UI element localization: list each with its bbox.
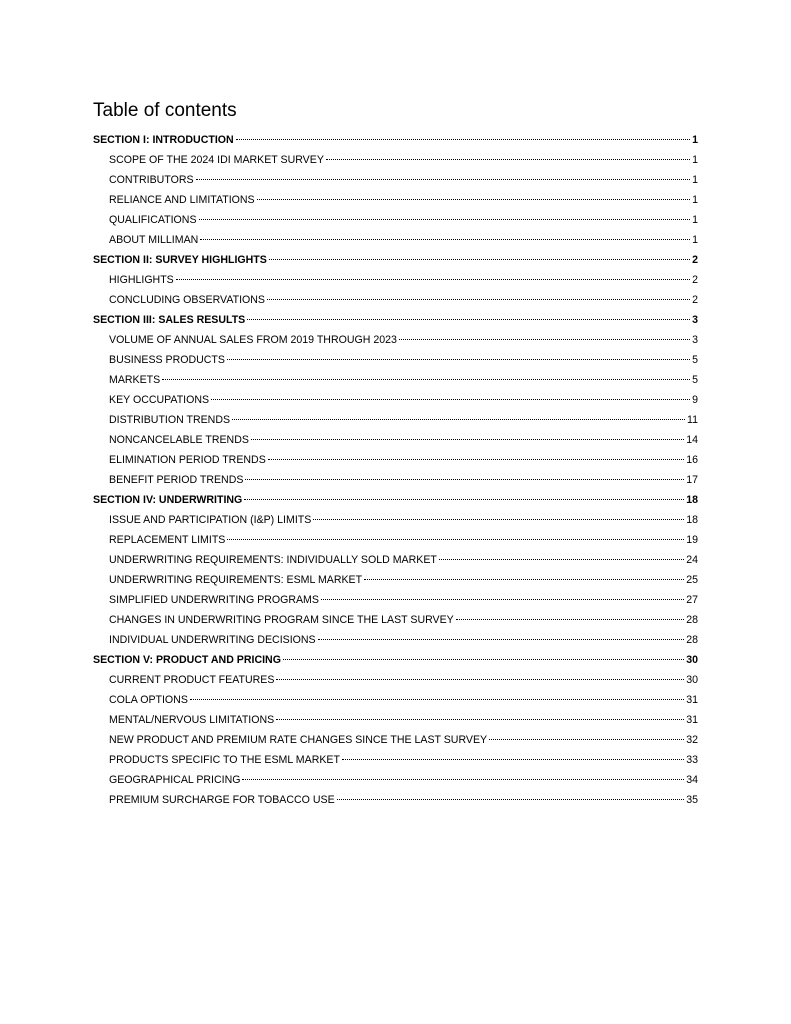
toc-entry-label: INDIVIDUAL UNDERWRITING DECISIONS bbox=[109, 634, 316, 646]
toc-section-label: SECTION III: SALES RESULTS bbox=[93, 314, 246, 326]
toc-entry[interactable] bbox=[93, 550, 698, 570]
toc-entry-label: PREMIUM SURCHARGE FOR TOBACCO USE bbox=[109, 794, 335, 806]
toc-page-number: 2 bbox=[692, 274, 698, 286]
toc-page-number: 19 bbox=[686, 534, 698, 546]
dot-leader bbox=[439, 559, 684, 560]
toc-entry-label: ISSUE AND PARTICIPATION (I&P) LIMITS bbox=[109, 514, 312, 526]
toc-entry[interactable] bbox=[93, 150, 698, 170]
toc-page-number: 33 bbox=[686, 754, 698, 766]
toc-entry[interactable] bbox=[93, 230, 698, 250]
toc-page-number: 11 bbox=[687, 414, 698, 426]
dot-leader bbox=[318, 639, 685, 640]
toc-entry-label: NEW PRODUCT AND PREMIUM RATE CHANGES SINCE THE LAST SURVEY bbox=[109, 734, 488, 746]
toc-entry-label: KEY OCCUPATIONS bbox=[109, 394, 210, 406]
toc-entry[interactable] bbox=[93, 770, 698, 790]
toc-entry-label: MENTAL/NERVOUS LIMITATIONS bbox=[109, 714, 275, 726]
toc-section-heading[interactable] bbox=[93, 650, 698, 670]
toc-page-number: 1 bbox=[692, 194, 698, 206]
toc-page-number: 31 bbox=[686, 714, 698, 726]
toc-section-heading[interactable] bbox=[93, 250, 698, 270]
dot-leader bbox=[211, 399, 690, 400]
toc-page-number: 2 bbox=[692, 254, 698, 266]
toc-entry[interactable] bbox=[93, 430, 698, 450]
toc-entry-label: QUALIFICATIONS bbox=[109, 214, 197, 226]
toc-entry-label: CONCLUDING OBSERVATIONS bbox=[109, 294, 265, 306]
toc-section-heading[interactable] bbox=[93, 310, 698, 330]
toc-title: Table of contents bbox=[93, 100, 237, 121]
toc-section-heading[interactable] bbox=[93, 490, 698, 510]
dot-leader bbox=[232, 419, 685, 420]
toc-entry-label: BENEFIT PERIOD TRENDS bbox=[109, 474, 244, 486]
dot-leader bbox=[268, 459, 684, 460]
toc-page-number: 2 bbox=[692, 294, 698, 306]
dot-leader bbox=[342, 759, 684, 760]
toc-entry-label: DISTRIBUTION TRENDS bbox=[109, 414, 231, 426]
dot-leader bbox=[227, 359, 690, 360]
dot-leader bbox=[456, 619, 684, 620]
toc-section-label: SECTION I: INTRODUCTION bbox=[93, 134, 234, 146]
toc-entry-label: SIMPLIFIED UNDERWRITING PROGRAMS bbox=[109, 594, 319, 606]
toc-entry-label: NONCANCELABLE TRENDS bbox=[109, 434, 249, 446]
dot-leader bbox=[162, 379, 690, 380]
toc-entry[interactable] bbox=[93, 570, 698, 590]
toc-entry-label: VOLUME OF ANNUAL SALES FROM 2019 THROUGH 2023 bbox=[109, 334, 397, 346]
toc-entry[interactable] bbox=[93, 690, 698, 710]
toc-entry-label: HIGHLIGHTS bbox=[109, 274, 174, 286]
toc-page-number: 1 bbox=[692, 174, 698, 186]
toc-page-number: 28 bbox=[686, 614, 698, 626]
dot-leader bbox=[176, 279, 690, 280]
toc-entry-label: REPLACEMENT LIMITS bbox=[109, 534, 226, 546]
dot-leader bbox=[489, 739, 684, 740]
dot-leader bbox=[244, 499, 684, 500]
dot-leader bbox=[267, 299, 690, 300]
toc-page-number: 5 bbox=[692, 354, 698, 366]
toc-entry-label: CHANGES IN UNDERWRITING PROGRAM SINCE THE LAST SURVEY bbox=[109, 614, 454, 626]
toc-page-number: 25 bbox=[686, 574, 698, 586]
toc-entry-label: MARKETS bbox=[109, 374, 161, 386]
toc-page-number: 9 bbox=[692, 394, 698, 406]
toc-entry-label: ELIMINATION PERIOD TRENDS bbox=[109, 454, 266, 466]
toc-page-number: 35 bbox=[686, 794, 698, 806]
toc-entry[interactable] bbox=[93, 710, 698, 730]
toc-page-number: 32 bbox=[686, 734, 698, 746]
dot-leader bbox=[236, 139, 690, 140]
toc-page-number: 1 bbox=[692, 214, 698, 226]
toc-page-number: 24 bbox=[686, 554, 698, 566]
dot-leader bbox=[245, 479, 684, 480]
dot-leader bbox=[196, 179, 691, 180]
toc-section-label: SECTION V: PRODUCT AND PRICING bbox=[93, 654, 281, 666]
table-of-contents bbox=[93, 130, 698, 810]
toc-page-number: 18 bbox=[686, 494, 698, 506]
toc-entry-label: RELIANCE AND LIMITATIONS bbox=[109, 194, 255, 206]
toc-entry-label: CURRENT PRODUCT FEATURES bbox=[109, 674, 275, 686]
toc-entry[interactable] bbox=[93, 410, 698, 430]
toc-page-number: 14 bbox=[686, 434, 698, 446]
toc-page-number: 30 bbox=[686, 654, 698, 666]
toc-entry[interactable] bbox=[93, 330, 698, 350]
toc-entry-label: PRODUCTS SPECIFIC TO THE ESML MARKET bbox=[109, 754, 340, 766]
toc-entry[interactable] bbox=[93, 350, 698, 370]
dot-leader bbox=[364, 579, 684, 580]
dot-leader bbox=[276, 679, 684, 680]
toc-section-label: SECTION II: SURVEY HIGHLIGHTS bbox=[93, 254, 267, 266]
dot-leader bbox=[227, 539, 684, 540]
toc-entry[interactable] bbox=[93, 270, 698, 290]
toc-entry[interactable] bbox=[93, 290, 698, 310]
toc-entry[interactable] bbox=[93, 390, 698, 410]
toc-page-number: 34 bbox=[686, 774, 698, 786]
toc-entry[interactable] bbox=[93, 730, 698, 750]
dot-leader bbox=[269, 259, 690, 260]
dot-leader bbox=[199, 219, 691, 220]
dot-leader bbox=[200, 239, 690, 240]
toc-entry[interactable] bbox=[93, 670, 698, 690]
dot-leader bbox=[313, 519, 684, 520]
toc-section-label: SECTION IV: UNDERWRITING bbox=[93, 494, 243, 506]
toc-entry[interactable] bbox=[93, 510, 698, 530]
toc-page-number: 30 bbox=[686, 674, 698, 686]
toc-entry[interactable] bbox=[93, 370, 698, 390]
toc-entry-label: BUSINESS PRODUCTS bbox=[109, 354, 225, 366]
toc-entry-label: GEOGRAPHICAL PRICING bbox=[109, 774, 241, 786]
dot-leader bbox=[337, 799, 685, 800]
toc-page-number: 1 bbox=[692, 154, 698, 166]
dot-leader bbox=[190, 699, 684, 700]
toc-page-number: 5 bbox=[692, 374, 698, 386]
dot-leader bbox=[276, 719, 684, 720]
toc-entry[interactable] bbox=[93, 630, 698, 650]
toc-entry[interactable] bbox=[93, 750, 698, 770]
toc-entry[interactable] bbox=[93, 470, 698, 490]
dot-leader bbox=[399, 339, 690, 340]
toc-entry-label: COLA OPTIONS bbox=[109, 694, 188, 706]
toc-page-number: 3 bbox=[692, 314, 698, 326]
dot-leader bbox=[321, 599, 684, 600]
toc-entry[interactable] bbox=[93, 450, 698, 470]
toc-entry[interactable] bbox=[93, 170, 698, 190]
toc-entry[interactable] bbox=[93, 590, 698, 610]
dot-leader bbox=[242, 779, 684, 780]
dot-leader bbox=[251, 439, 684, 440]
toc-page-number: 28 bbox=[686, 634, 698, 646]
toc-entry-label: UNDERWRITING REQUIREMENTS: ESML MARKET bbox=[109, 574, 363, 586]
toc-page-number: 1 bbox=[692, 134, 698, 146]
toc-entry-label: CONTRIBUTORS bbox=[109, 174, 194, 186]
dot-leader bbox=[247, 319, 690, 320]
toc-section-heading[interactable] bbox=[93, 130, 698, 150]
toc-entry[interactable] bbox=[93, 610, 698, 630]
toc-page-number: 16 bbox=[686, 454, 698, 466]
toc-page-number: 1 bbox=[692, 234, 698, 246]
toc-page-number: 17 bbox=[686, 474, 698, 486]
toc-page-number: 18 bbox=[686, 514, 698, 526]
toc-entry[interactable] bbox=[93, 530, 698, 550]
toc-entry-label: UNDERWRITING REQUIREMENTS: INDIVIDUALLY SOLD MARKET bbox=[109, 554, 437, 566]
toc-entry[interactable] bbox=[93, 790, 698, 810]
toc-entry-label: ABOUT MILLIMAN bbox=[109, 234, 199, 246]
toc-page-number: 31 bbox=[686, 694, 698, 706]
dot-leader bbox=[257, 199, 691, 200]
toc-page-number: 27 bbox=[686, 594, 698, 606]
toc-page-number: 3 bbox=[692, 334, 698, 346]
dot-leader bbox=[326, 159, 690, 160]
toc-entry[interactable] bbox=[93, 210, 698, 230]
toc-entry[interactable] bbox=[93, 190, 698, 210]
toc-entry-label: SCOPE OF THE 2024 IDI MARKET SURVEY bbox=[109, 154, 324, 166]
dot-leader bbox=[283, 659, 684, 660]
